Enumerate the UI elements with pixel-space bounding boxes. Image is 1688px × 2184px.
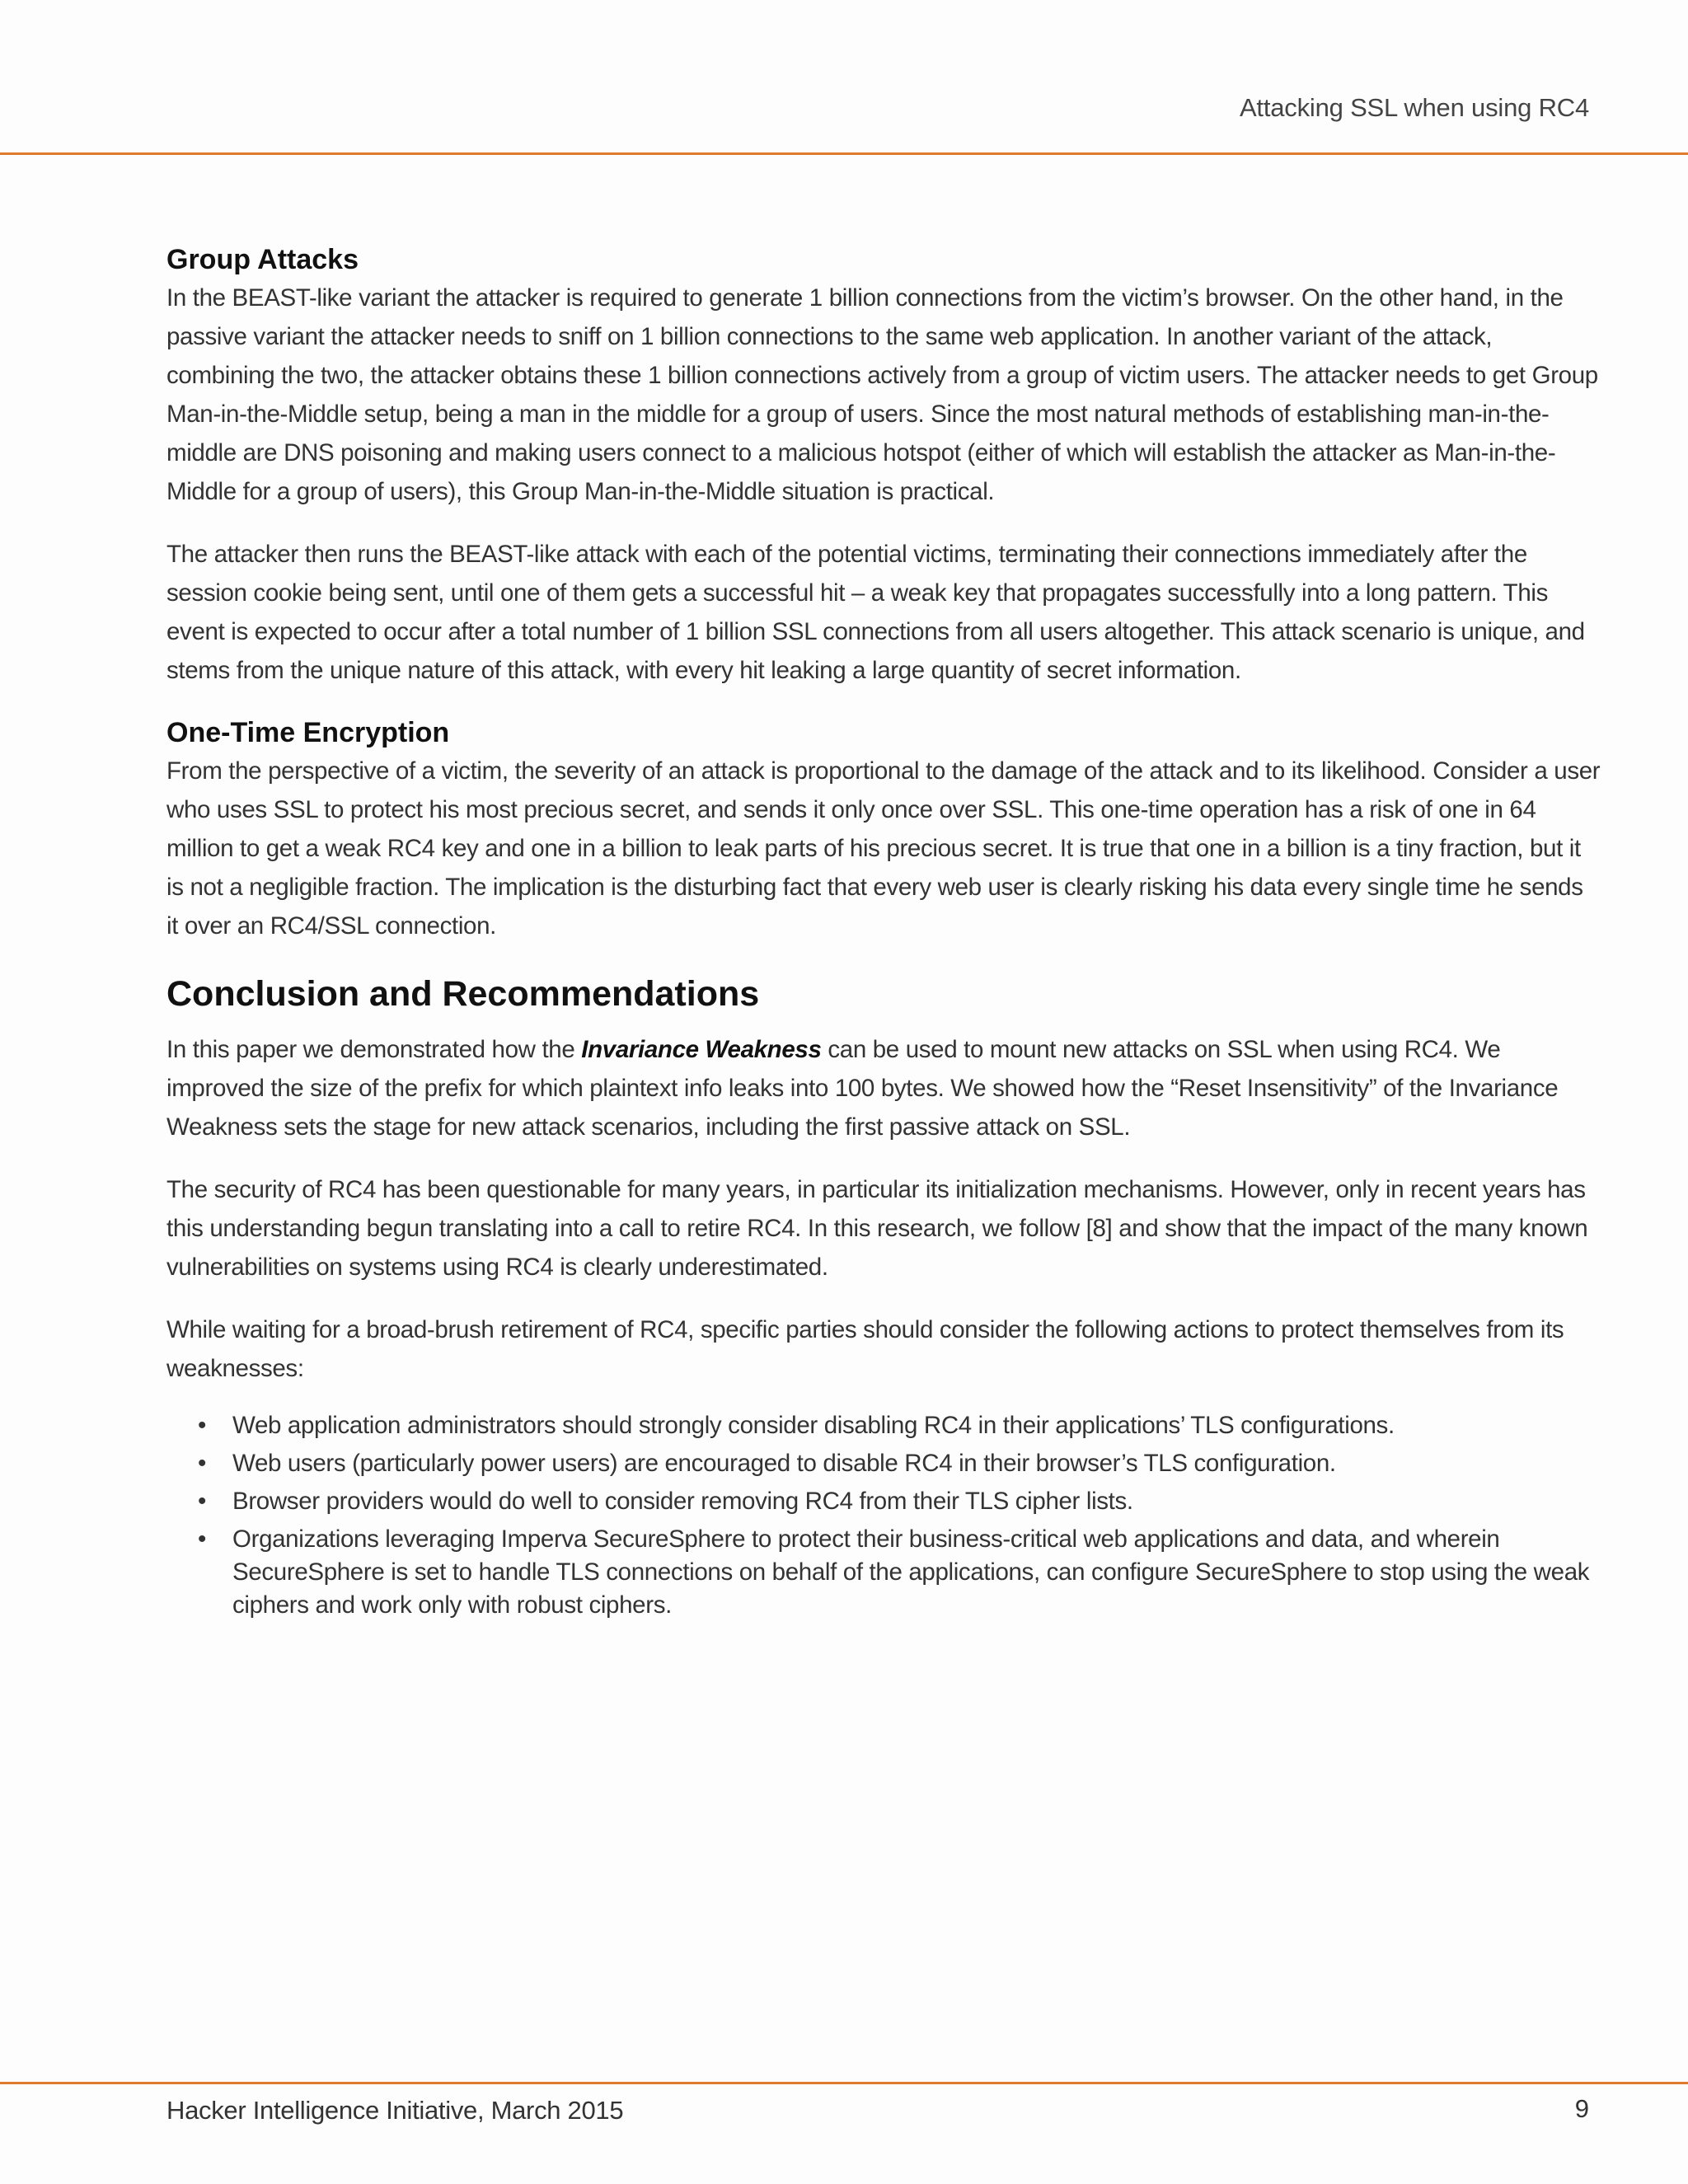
bullet-icon: • (198, 1412, 206, 1439)
page-number: 9 (1574, 2094, 1589, 2123)
list-item-text: Web users (particularly power users) are encouraged to disable RC4 in their browser’s TLS configuration. (232, 1450, 1336, 1477)
list-item-text: Browser providers would do well to consider removing RC4 from their TLS cipher lists. (232, 1488, 1133, 1515)
list-item (166, 1447, 1601, 1480)
section-heading-conclusion: Conclusion and Recommendations (166, 974, 760, 1014)
page-body (166, 241, 1601, 1627)
paragraph-conclusion-3: While waiting for a broad-brush retirement of RC4, specific parties should consider the following actions to protect themselves from its weaknesses: (166, 1316, 1564, 1382)
bullet-icon: • (198, 1526, 206, 1553)
paragraph-one-time-encryption: From the perspective of a victim, the severity of an attack is proportional to the damage of the attack and to its likelihood. Consider a user who uses SSL to protect his most precious secret, and sends it only once over SSL. This one-time operation has a risk of one in 64 million to get a weak RC4 key and one in a billion to leak parts of his precious secret. It is true that one in a billion is a tiny fraction, but it is not a negligible fraction. The implication is the disturbing fact that every web user is clearly risking his data every single time he sends it over an RC4/SSL connection. (166, 757, 1601, 940)
paragraph-conclusion-1 (166, 1030, 1601, 1146)
section-heading-group-attacks: Group Attacks (166, 244, 359, 275)
footer-publication: Hacker Intelligence Initiative, March 2015 (166, 2096, 624, 2125)
running-header-title: Attacking SSL when using RC4 (1239, 93, 1589, 122)
paragraph-group-attacks-1: In the BEAST-like variant the attacker is required to generate 1 billion connections from the victim’s browser. On the other hand, in the passive variant the attacker needs to sniff on 1 billion connections to the same web application. In another variant of the attack, combining the two, the attacker obtains these 1 billion connections actively from a group of victim users. The attacker needs to get Group Man-in-the-Middle setup, being a man in the middle for a group of users. Since the most natural methods of establishing man-in-the-middle are DNS poisoning and making users connect to a malicious hotspot (either of which will establish the attacker as Man-in-the-Middle for a group of users), this Group Man-in-the-Middle situation is practical. (166, 284, 1598, 505)
bullet-icon: • (198, 1488, 206, 1515)
invariance-weakness-emphasis: Invariance Weakness (581, 1036, 822, 1063)
paragraph-group-attacks-2: The attacker then runs the BEAST-like attack with each of the potential victims, terminating their connections immediately after the session cookie being sent, until one of them gets a successful hit – a weak key that propagates successfully into a long pattern. This event is expected to occur after a total number of 1 billion SSL connections from all users altogether. This attack scenario is unique, and stems from the unique nature of this attack, with every hit leaking a large quantity of secret information. (166, 541, 1585, 684)
bullet-icon: • (198, 1450, 206, 1477)
conclusion-text-before: In this paper we demonstrated how the (166, 1036, 582, 1063)
list-item-text: Organizations leveraging Imperva SecureSphere to protect their business-critical web applications and data, and wherein SecureSphere is set to handle TLS connections on behalf of the applications, can configure SecureSphere to stop using the weak ciphers and work only with robust ciphers. (232, 1526, 1590, 1619)
footer-rule (0, 2082, 1688, 2084)
list-item-text: Web application administrators should strongly consider disabling RC4 in their applications’ TLS configurations. (232, 1412, 1395, 1439)
list-item (166, 1409, 1601, 1442)
recommendations-list (166, 1409, 1601, 1622)
list-item (166, 1523, 1601, 1622)
list-item (166, 1485, 1601, 1518)
header-rule (0, 152, 1688, 155)
paragraph-conclusion-2: The security of RC4 has been questionable for many years, in particular its initialization mechanisms. However, only in recent years has this understanding begun translating into a call to retire RC4. In this research, we follow [8] and show that the impact of the many known vulnerabilities on systems using RC4 is clearly underestimated. (166, 1176, 1588, 1281)
conclusion-text-after: can be used to mount new attacks on SSL when using RC4. We improved the size of the prefix for which plaintext info leaks into 100 bytes. We showed how the “Reset Insensitivity” of the Invariance Weakness sets the stage for new attack scenarios, including the first passive attack on SSL. (166, 1036, 1559, 1141)
section-heading-one-time-encryption: One-Time Encryption (166, 717, 450, 748)
